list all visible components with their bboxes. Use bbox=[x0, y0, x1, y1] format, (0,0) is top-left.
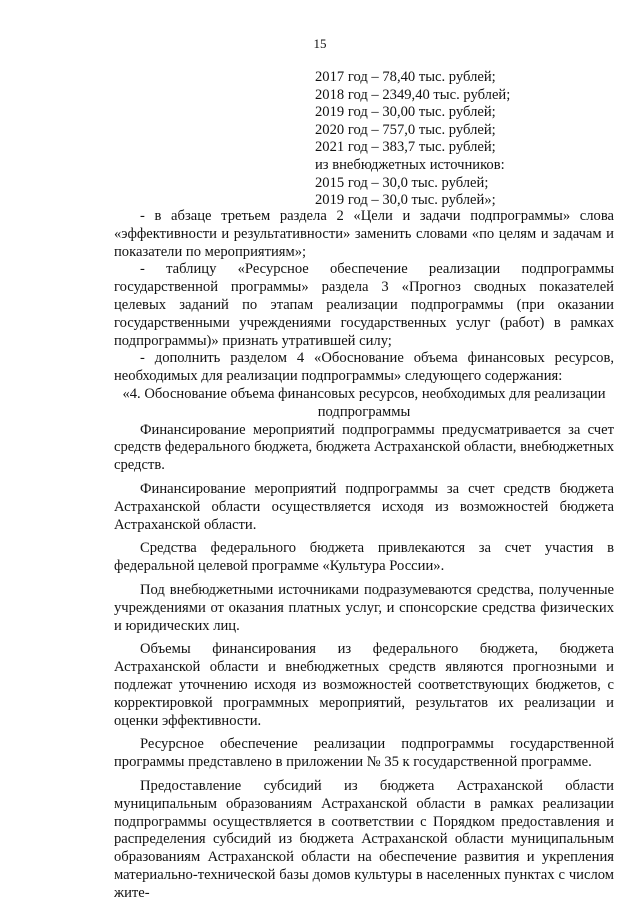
amount-line: 2015 год – 30,0 тыс. рублей; bbox=[315, 174, 489, 191]
amount-line: 2019 год – 30,00 тыс. рублей; bbox=[315, 104, 496, 121]
paragraph: Средства федерального бюджета привлекаются за счет участия в федеральной целевой программе «Культура России». bbox=[114, 540, 614, 575]
amount-line: 2021 год – 383,7 тыс. рублей; bbox=[315, 139, 496, 156]
amount-line: из внебюджетных источников: bbox=[315, 156, 505, 173]
amount-line: 2017 год – 78,40 тыс. рублей; bbox=[315, 69, 496, 85]
paragraph: Финансирование мероприятий подпрограммы за счет средств бюджета Астраханской области осуществляется исходя из возможностей бюджета Астраханской области. bbox=[114, 480, 614, 533]
document-body bbox=[114, 208, 614, 902]
amount-line: 2019 год – 30,0 тыс. рублей»; bbox=[315, 192, 496, 209]
paragraph: Объемы финансирования из федерального бюджета, бюджета Астраханской области и внебюджетных средств являются прогнозными и подлежат уточнению исходя из возможностей соответствующих бюджетов, с корректировкой программных мероприятий, результатов их реализации и оценки эффективности. bbox=[114, 641, 614, 729]
section-heading-continued: подпрограммы bbox=[317, 403, 411, 420]
amount-line: 2020 год – 757,0 тыс. рублей; bbox=[315, 121, 496, 138]
page-number: 15 bbox=[313, 36, 327, 51]
paragraph: Финансирование мероприятий подпрограммы предусматривается за счет средств федерального бюджета, бюджета Астраханской области, внебюджетных средств. bbox=[114, 421, 614, 474]
funding-amounts-list bbox=[315, 69, 510, 210]
paragraph: Под внебюджетными источниками подразумеваются средства, полученные учреждениями от оказания платных услуг, и спонсорские средства физических и юридических лиц. bbox=[114, 581, 614, 634]
paragraph: - дополнить разделом 4 «Обоснование объема финансовых ресурсов, необходимых для реализации подпрограммы» следующего содержания: bbox=[114, 350, 614, 385]
section-heading: «4. Обоснование объема финансовых ресурсов, необходимых для реализации bbox=[122, 385, 606, 402]
paragraph: Предоставление субсидий из бюджета Астраханской области муниципальным образованиям Астраханской области в рамках реализации подпрограммы осуществляется в соответствии с Порядком предоставления и распределения субсидий из бюджета Астраханской области муниципальным образованиям Астраханской области на обеспечение развития и укрепления материально-технической базы домов культуры в населенных пунктах с числом жите- bbox=[114, 777, 614, 901]
paragraph: - таблицу «Ресурсное обеспечение реализации подпрограммы государственной программы» раздела 3 «Прогноз сводных показателей целевых заданий по этапам реализации подпрограммы (при оказании государственными учреждениями государственных услуг (работ) в рамках подпрограммы)» признать утратившей силу; bbox=[114, 261, 614, 349]
paragraph: - в абзаце третьем раздела 2 «Цели и задачи подпрограммы» слова «эффективности и результативности» заменить словами «по целям и задачам и показатели по мероприятиям»; bbox=[114, 208, 614, 260]
paragraph: Ресурсное обеспечение реализации подпрограммы государственной программы представлено в приложении № 35 к государственной программе. bbox=[114, 736, 614, 771]
amount-line: 2018 год – 2349,40 тыс. рублей; bbox=[315, 86, 511, 103]
